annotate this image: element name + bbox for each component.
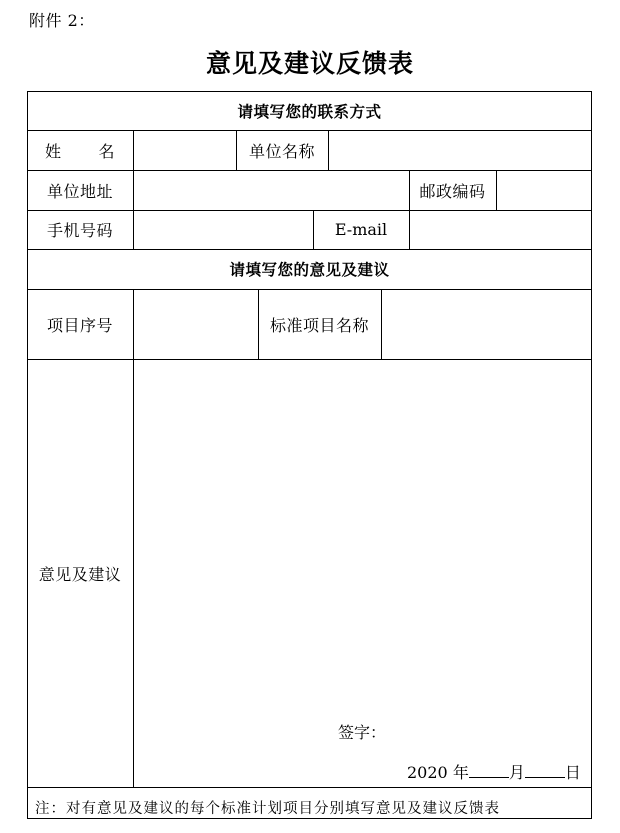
opinion-label: 意见及建议 (38, 564, 122, 584)
standard-name-label: 标准项目名称 (269, 315, 369, 335)
month-blank[interactable] (469, 763, 509, 778)
date-year: 2020 (407, 763, 448, 782)
email-field[interactable] (409, 210, 592, 249)
item-number-field[interactable] (133, 289, 258, 359)
unit-address-field[interactable] (133, 170, 409, 210)
day-blank[interactable] (525, 763, 565, 778)
footnote: 注：对有意见及建议的每个标准计划项目分别填写意见及建议反馈表 (35, 801, 500, 817)
email-label: E-mail (334, 220, 388, 239)
date-line (407, 760, 581, 783)
attachment-label: 附件 2： (29, 11, 95, 30)
opinion-field[interactable] (133, 359, 592, 699)
mobile-label: 手机号码 (46, 221, 113, 240)
contact-section-header: 请填写您的联系方式 (237, 101, 382, 121)
unit-name-label: 单位名称 (248, 141, 315, 161)
name-label (27, 130, 133, 170)
form-title: 意见及建议反馈表 (205, 49, 414, 78)
date-day-unit: 日 (564, 763, 581, 782)
unit-name-field[interactable] (328, 130, 592, 170)
postcode-label: 邮政编码 (419, 181, 486, 201)
name-field[interactable] (133, 130, 236, 170)
signature-label: 签字： (338, 723, 387, 742)
item-number-label: 项目序号 (46, 315, 113, 335)
standard-name-field[interactable] (381, 289, 592, 359)
unit-address-label: 单位地址 (46, 181, 113, 201)
opinion-section-header: 请填写您的意见及建议 (229, 260, 390, 279)
row-divider (27, 787, 592, 788)
name-label-char: 姓 (45, 141, 62, 161)
postcode-field[interactable] (496, 170, 592, 210)
date-month-unit: 月 (508, 763, 525, 782)
name-label-char: 名 (98, 141, 115, 161)
mobile-field[interactable] (133, 210, 313, 249)
date-year-unit: 年 (452, 763, 469, 782)
